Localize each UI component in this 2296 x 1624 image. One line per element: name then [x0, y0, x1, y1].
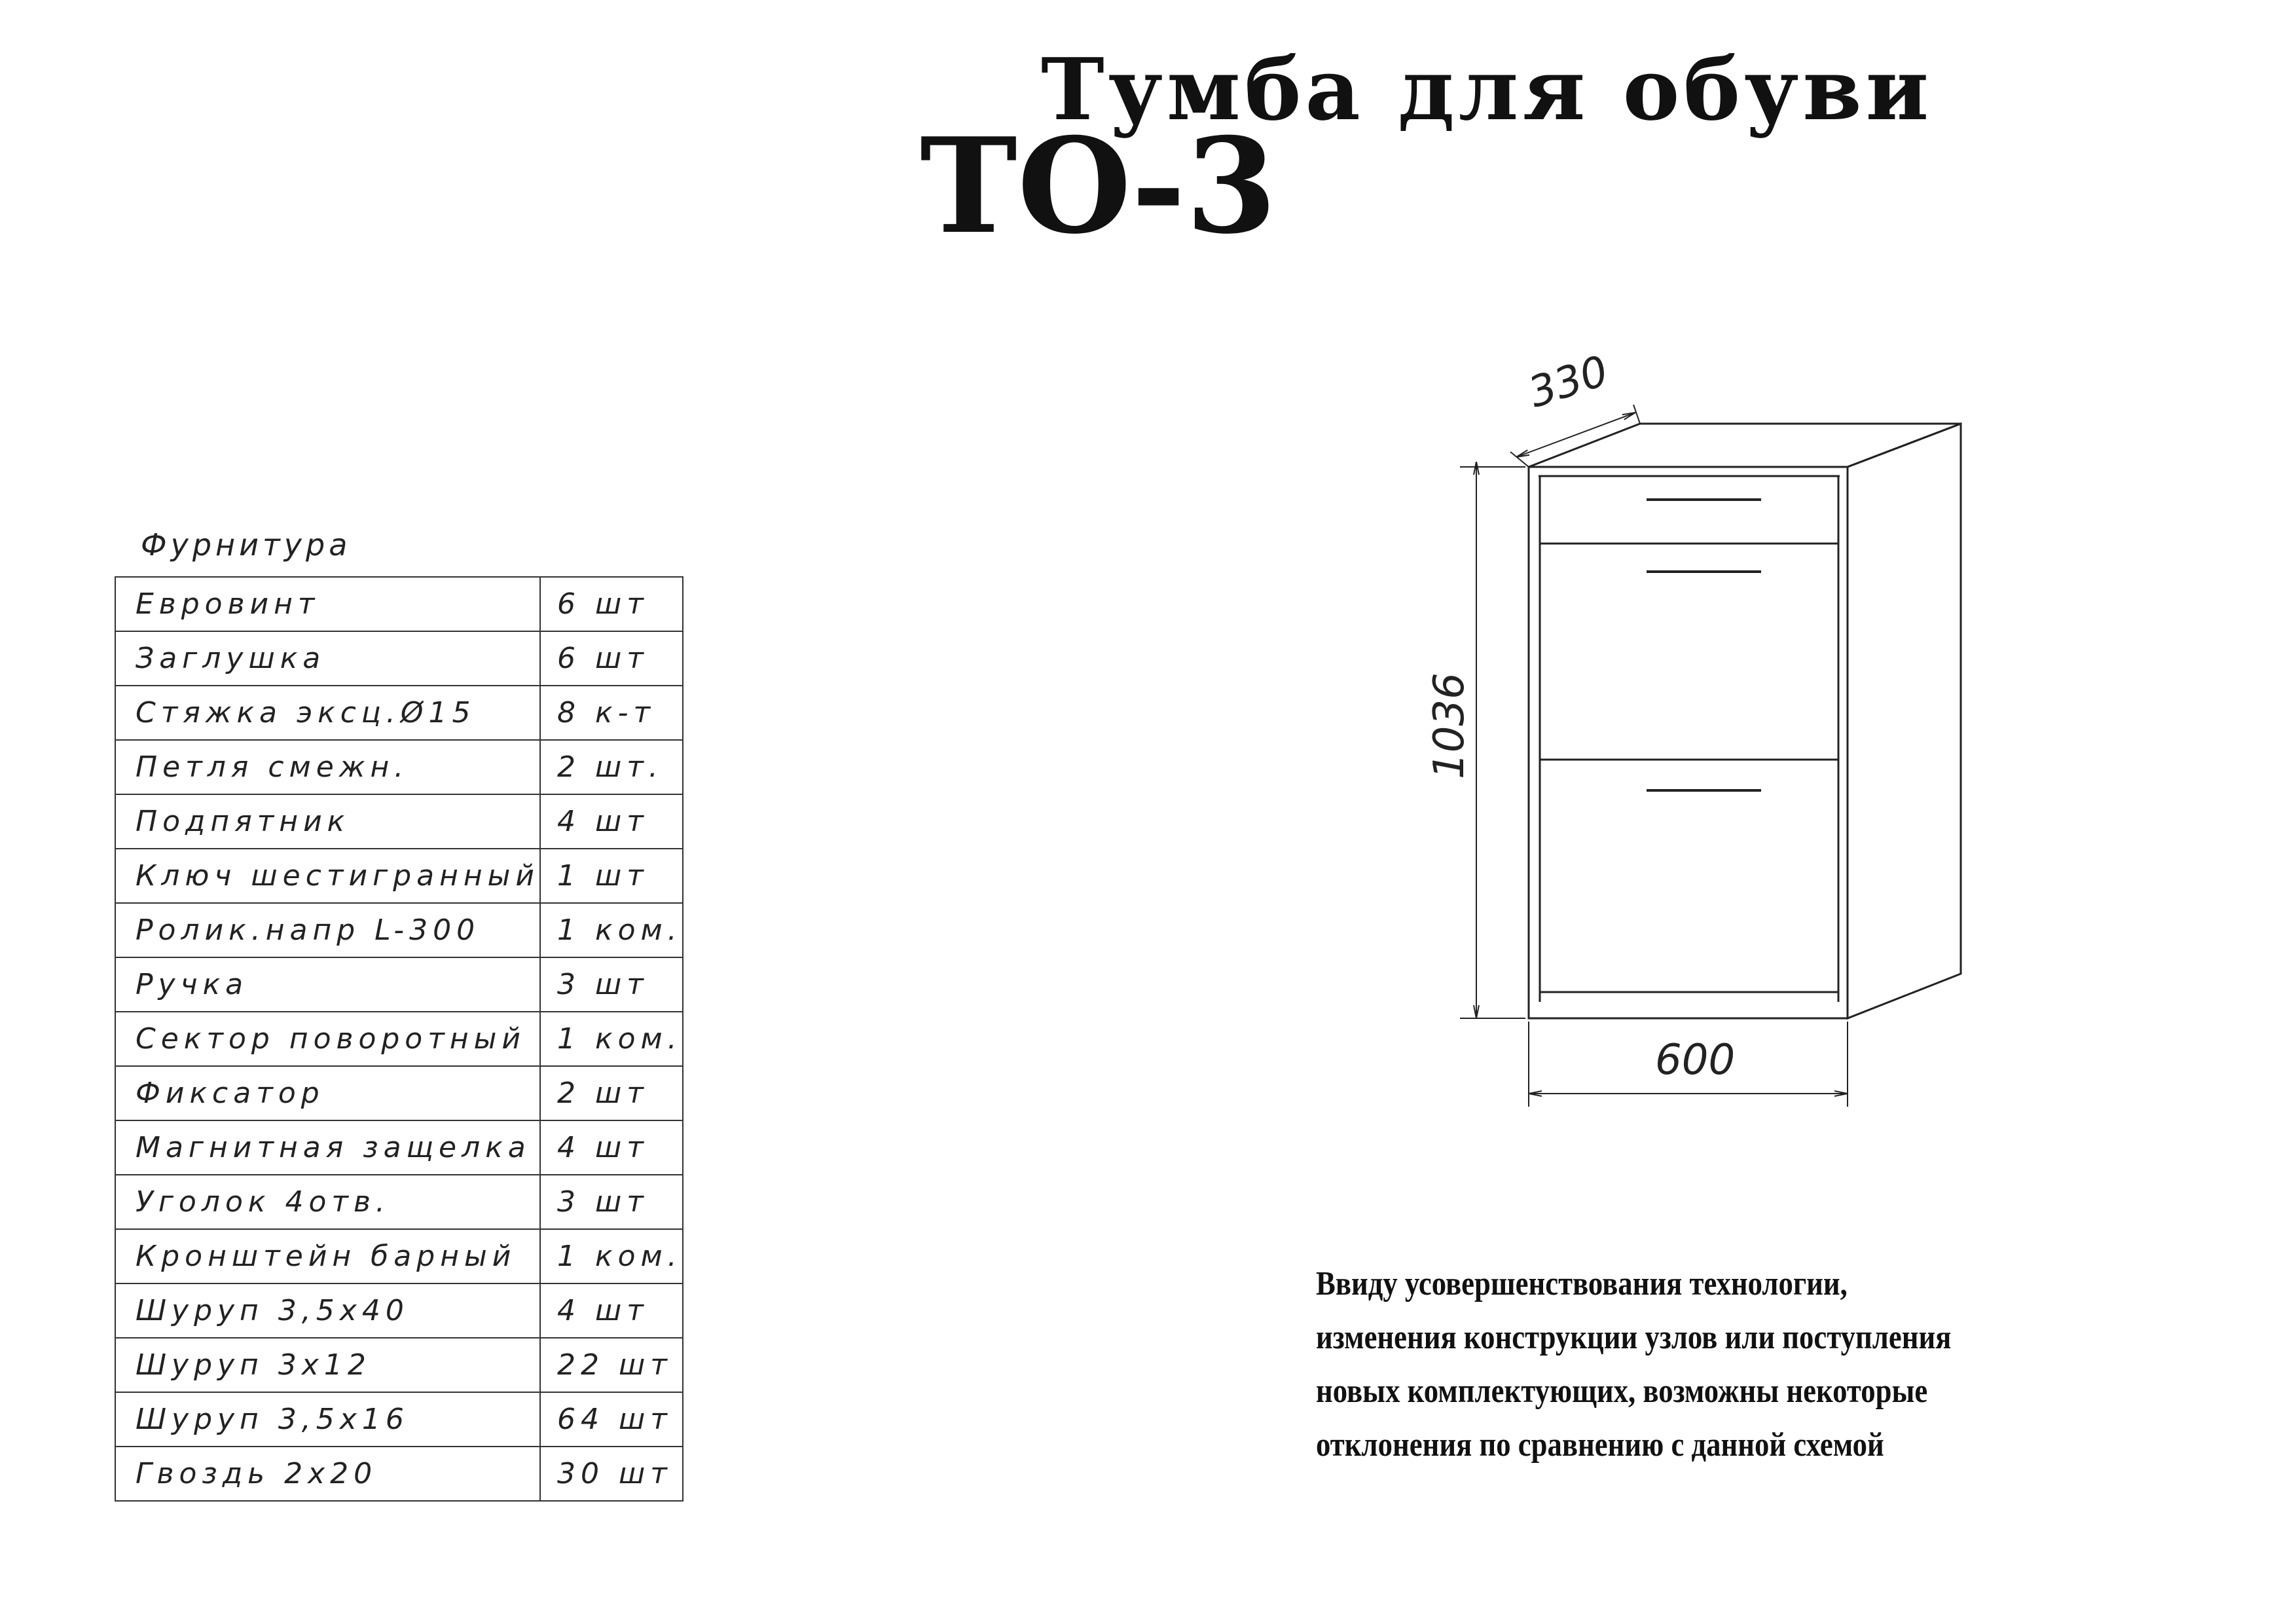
hardware-qty: 1 ком. [540, 1229, 683, 1283]
hardware-name: Шуруп 3,5х40 [115, 1283, 540, 1338]
hardware-qty: 8 к-т [540, 686, 683, 740]
model-code: ТО-3 [920, 109, 1277, 263]
hardware-qty: 4 шт [540, 1120, 683, 1175]
disclaimer-note [1316, 1257, 2102, 1472]
hardware-qty: 4 шт [540, 1283, 683, 1338]
height-label: 1036 [1425, 673, 1474, 779]
width-label: 600 [1655, 1036, 1736, 1084]
hardware-qty: 6 шт [540, 631, 683, 686]
note-line: новых комплектующих, возможны некоторые [1316, 1373, 1928, 1410]
depth-dim-line [1516, 413, 1635, 457]
hardware-name: Ролик.напр L-300 [115, 903, 540, 957]
hardware-qty: 6 шт [540, 577, 683, 631]
note-line: изменения конструкции узлов или поступления [1316, 1319, 1952, 1356]
hardware-qty: 2 шт. [540, 740, 683, 794]
hardware-caption: Фурнитура [141, 527, 352, 563]
hardware-qty: 2 шт [540, 1066, 683, 1120]
depth-label: 330 [1523, 346, 1614, 418]
hardware-name: Петля смежн. [115, 740, 540, 794]
hardware-name: Кронштейн барный [115, 1229, 540, 1283]
note-line: Ввиду усовершенствования технологии, [1316, 1265, 1848, 1302]
hardware-qty: 4 шт [540, 794, 683, 849]
hardware-qty: 3 шт [540, 1175, 683, 1229]
hardware-name: Уголок 4отв. [115, 1175, 540, 1229]
cabinet-top [1529, 424, 1961, 467]
hardware-name: Шуруп 3х12 [115, 1338, 540, 1392]
hardware-name: Стяжка эксц.Ø15 [115, 686, 540, 740]
hardware-name: Евровинт [115, 577, 540, 631]
hardware-name: Ручка [115, 957, 540, 1012]
hardware-name: Шуруп 3,5х16 [115, 1392, 540, 1447]
hardware-qty: 22 шт [540, 1338, 683, 1392]
note-line: отклонения по сравнению с данной схемой [1316, 1426, 1884, 1464]
hardware-qty: 1 ком. [540, 903, 683, 957]
hardware-name: Фиксатор [115, 1066, 540, 1120]
depth-ext-line-2 [1633, 405, 1640, 424]
hardware-name: Сектор поворотный [115, 1012, 540, 1066]
hardware-qty: 64 шт [540, 1392, 683, 1447]
hardware-qty: 1 ком. [540, 1012, 683, 1066]
hardware-qty: 3 шт [540, 957, 683, 1012]
hardware-name: Подпятник [115, 794, 540, 849]
hardware-name: Магнитная защелка [115, 1120, 540, 1175]
hardware-qty: 30 шт [540, 1447, 683, 1501]
page-title: Тумба для обуви [1041, 39, 1933, 139]
cabinet-front [1529, 467, 1848, 1018]
hardware-name: Гвоздь 2х20 [115, 1447, 540, 1501]
hardware-name: Заглушка [115, 631, 540, 686]
cabinet-side [1848, 424, 1961, 1018]
hardware-name: Ключ шестигранный [115, 849, 540, 903]
hardware-qty: 1 шт [540, 849, 683, 903]
